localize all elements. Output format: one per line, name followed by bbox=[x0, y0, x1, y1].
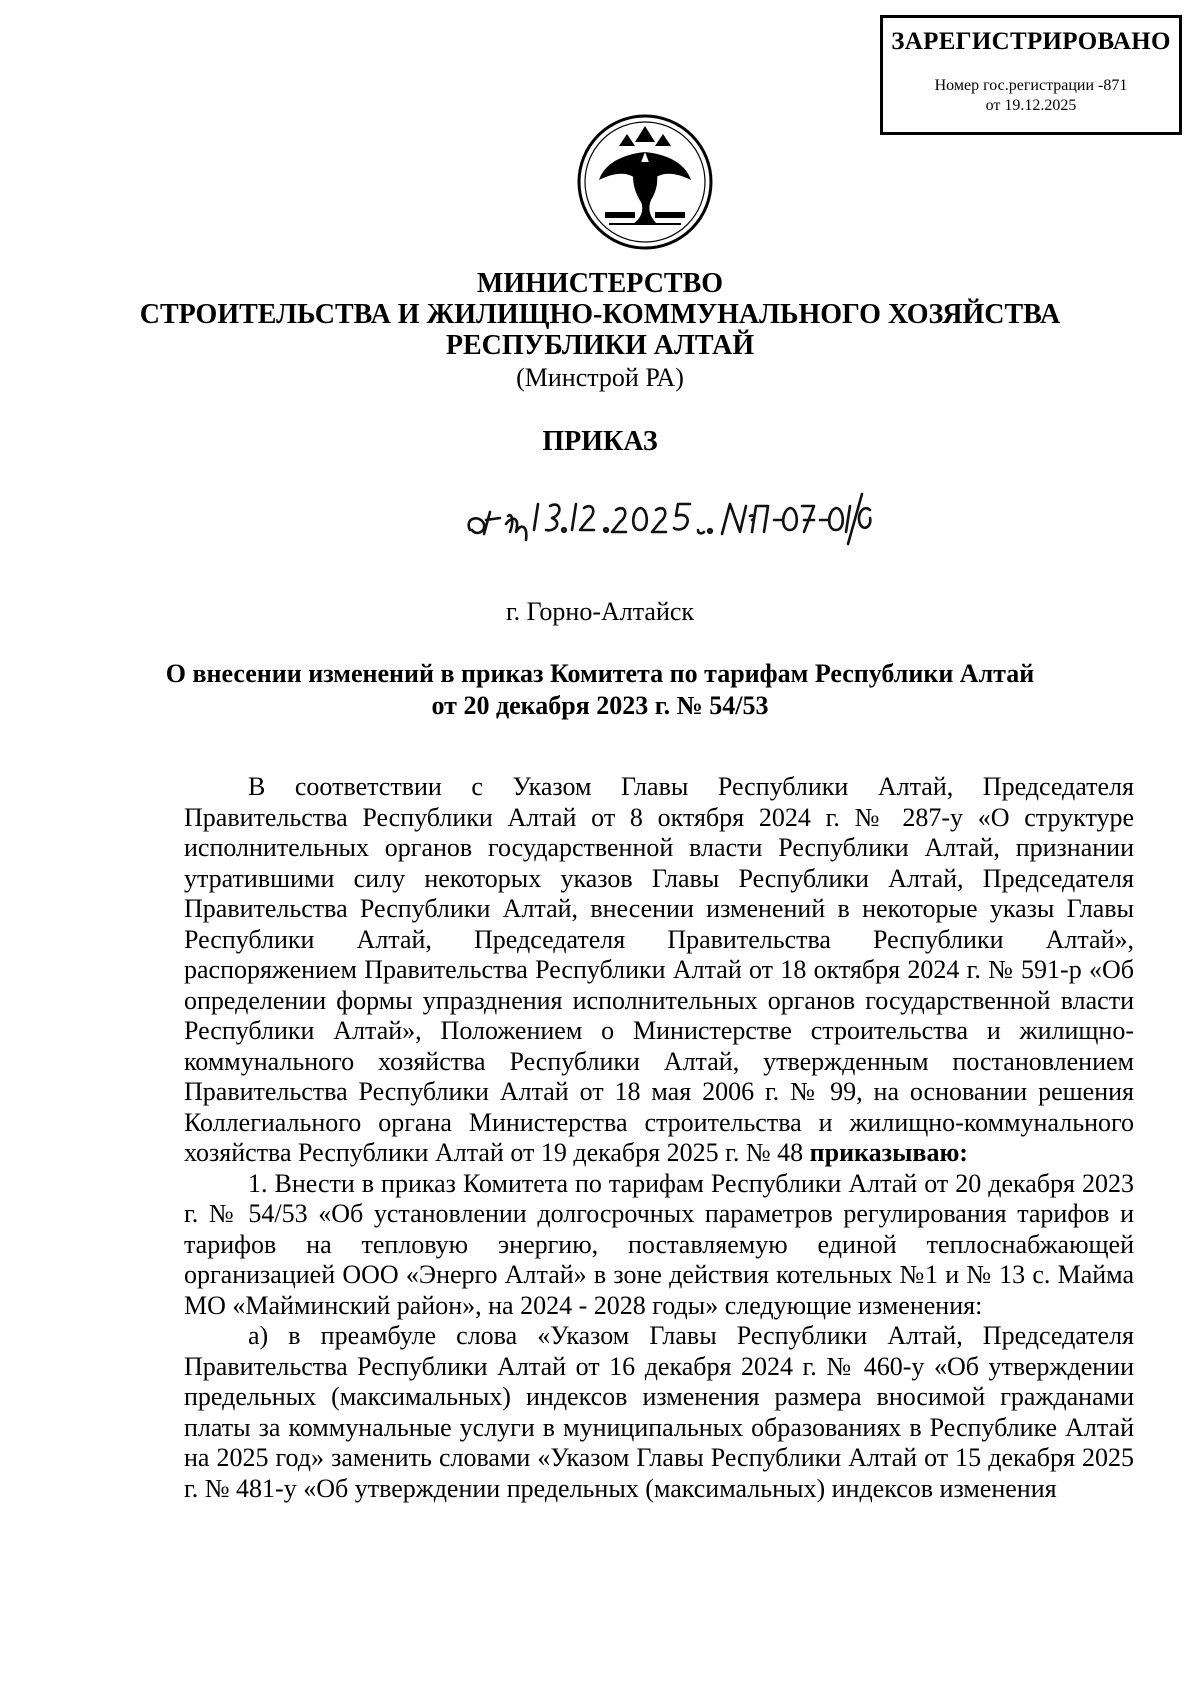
item-1-paragraph: 1. Внести в приказ Комитета по тарифам Республики Алтай от 20 декабря 2023 г. № 54/53 «Об установлении долгосрочных параметров регулирования тарифов и тарифов на тепловую энергию, поставляемую единой теплоснабжающей организацией ООО «Энерго Алтай» в зоне действия котельных №1 и № 13 с. Майма МО «Майминский район», на 2024 - 2028 годы» следующие изменения: bbox=[184, 1168, 1134, 1320]
ministry-name bbox=[0, 268, 1200, 361]
subject-line-1: О внесении изменений в приказ Комитета по тарифам Республики Алтай bbox=[165, 659, 1035, 688]
coat-of-arms-emblem bbox=[575, 112, 715, 252]
document-body bbox=[184, 772, 1134, 1504]
document-type: ПРИКАЗ bbox=[542, 426, 658, 457]
registration-stamp bbox=[880, 15, 1182, 135]
stamp-reg-date: от 19.12.2025 bbox=[985, 97, 1077, 114]
stamp-title: ЗАРЕГИСТРИРОВАНО bbox=[891, 28, 1171, 55]
item-1a-paragraph: а) в преамбуле слова «Указом Главы Республики Алтай, Председателя Правительства Республики Алтай от 16 декабря 2024 г. № 460-у «Об утверждении предельных (максимальных) индексов изменения размера вносимой гражданами платы за коммунальные услуги в муниципальных образованиях в Республике Алтай на 2025 год» заменить словами «Указом Главы Республики Алтай от 15 декабря 2025 г. № 481-у «Об утверждении предельных (максимальных) индексов изменения bbox=[184, 1321, 1134, 1503]
stamp-reg-number: Номер гос.регистрации -871 bbox=[934, 77, 1128, 94]
preamble-decree-word: приказываю: bbox=[809, 1138, 968, 1167]
handwritten-date-number-signature bbox=[460, 482, 880, 552]
ministry-abbreviation: (Минстрой РА) bbox=[516, 363, 684, 392]
preamble-text: В соответствии с Указом Главы Республики Алтай, Председателя Правительства Республики Алтай от 8 октября 2024 г. № 287-у «О структуре исполнительных органов государственной власти Республики Алтай, признании утратившими силу некоторых указов Главы Республики Алтай, Председателя Правительства Республики Алтай, внесении изменений в некоторые указы Главы Республики Алтай, Председателя Правительства Республики Алтай», распоряжением Правительства Республики Алтай от 18 октября 2024 г. № 591-р «Об определении формы упразднения исполнительных органов государственной власти Республики Алтай», Положением о Министерстве строительства и жилищно-коммунального хозяйства Республики Алтай, утвержденным постановлением Правительства Республики Алтай от 18 мая 2006 г. № 99, на основании решения Коллегиального органа Министерства строительства и жилищно-коммунального хозяйства Республики Алтай от 19 декабря 2025 г. № 48 bbox=[184, 772, 1134, 1167]
ministry-line-3: РЕСПУБЛИКИ АЛТАЙ bbox=[445, 330, 755, 361]
document-subject bbox=[0, 658, 1200, 722]
ministry-line-2: СТРОИТЕЛЬСТВА И ЖИЛИЩНО-КОММУНАЛЬНОГО ХОЗЯЙСТВА bbox=[139, 299, 1061, 330]
subject-line-2: от 20 декабря 2023 г. № 54/53 bbox=[431, 691, 769, 720]
ministry-line-1: МИНИСТЕРСТВО bbox=[476, 268, 724, 299]
preamble-paragraph bbox=[184, 772, 1134, 1169]
city: г. Горно-Алтайск bbox=[505, 597, 695, 626]
